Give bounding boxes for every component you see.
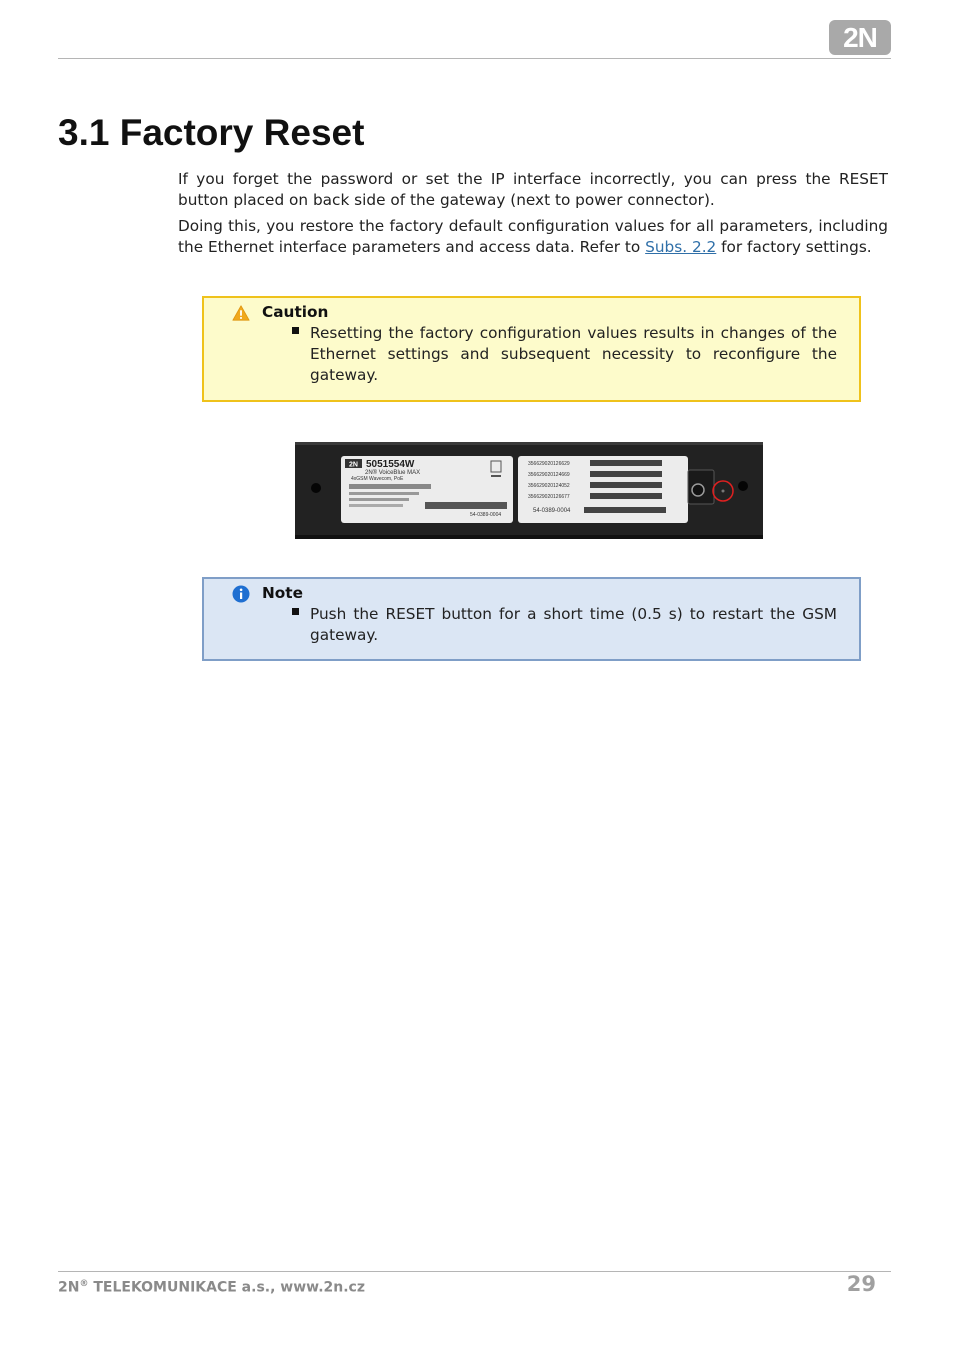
caution-box — [202, 296, 861, 402]
mounting-hole — [311, 483, 321, 493]
label-description: 4xGSM Wavecom, PoE — [351, 476, 404, 482]
caution-title: Caution — [262, 303, 329, 321]
gateway-back-panel-image — [295, 442, 763, 539]
note-bullet-text: Push the RESET button for a short time (0.5 s) to restart the GSM gateway. — [310, 605, 837, 644]
note-box — [202, 577, 861, 661]
caution-bullet-text: Resetting the factory configuration values results in changes of the Ethernet settings and subsequent necessity to reconfigure the gateway. — [310, 324, 837, 384]
brand-logo: 2N — [829, 20, 891, 55]
imei-serial: 54-0389-0004 — [533, 508, 571, 514]
footer-brand: 2N — [58, 1279, 80, 1296]
label-brand: 2N — [349, 461, 358, 469]
section-title: 3.1 Factory Reset — [58, 112, 365, 153]
paragraph-restore-tail: for factory settings. — [716, 238, 872, 256]
mounting-hole — [738, 481, 748, 491]
footer-rule — [58, 1271, 891, 1272]
paragraph-restore-info — [178, 216, 888, 258]
imei-line: 356629020124052 — [528, 483, 570, 489]
bullet-marker — [292, 608, 299, 615]
paragraph-restore-text: Doing this, you restore the factory default configuration values for all parameters, including the Ethernet interface parameters and access data. Refer to — [178, 217, 888, 256]
label-model: 2N® VoiceBlue MAX — [365, 470, 421, 476]
imei-line: 356629020124669 — [528, 472, 570, 478]
registered-mark: ® — [79, 1279, 89, 1289]
power-connector — [692, 484, 704, 496]
note-title: Note — [262, 584, 303, 602]
footer-company — [58, 1279, 365, 1296]
imei-line: 356629020126629 — [528, 461, 570, 467]
info-circle-icon — [232, 585, 250, 603]
footer-company-text: TELEKOMUNIKACE a.s., www.2n.cz — [88, 1279, 365, 1296]
imei-line: 356629020126677 — [528, 494, 570, 500]
label-serial-code: 54-0389-0004 — [470, 512, 502, 518]
warning-triangle-icon — [232, 304, 250, 322]
page-number: 29 — [846, 1272, 876, 1296]
header-rule — [58, 58, 891, 59]
bullet-marker — [292, 327, 299, 334]
reset-button — [722, 490, 725, 493]
subsection-link[interactable]: Subs. 2.2 — [645, 238, 717, 256]
paragraph-reset-intro: If you forget the password or set the IP interface incorrectly, you can press the RESET button placed on back side of the gateway (next to power connector). — [178, 170, 888, 209]
label-part-number: 5051554W — [366, 459, 415, 470]
